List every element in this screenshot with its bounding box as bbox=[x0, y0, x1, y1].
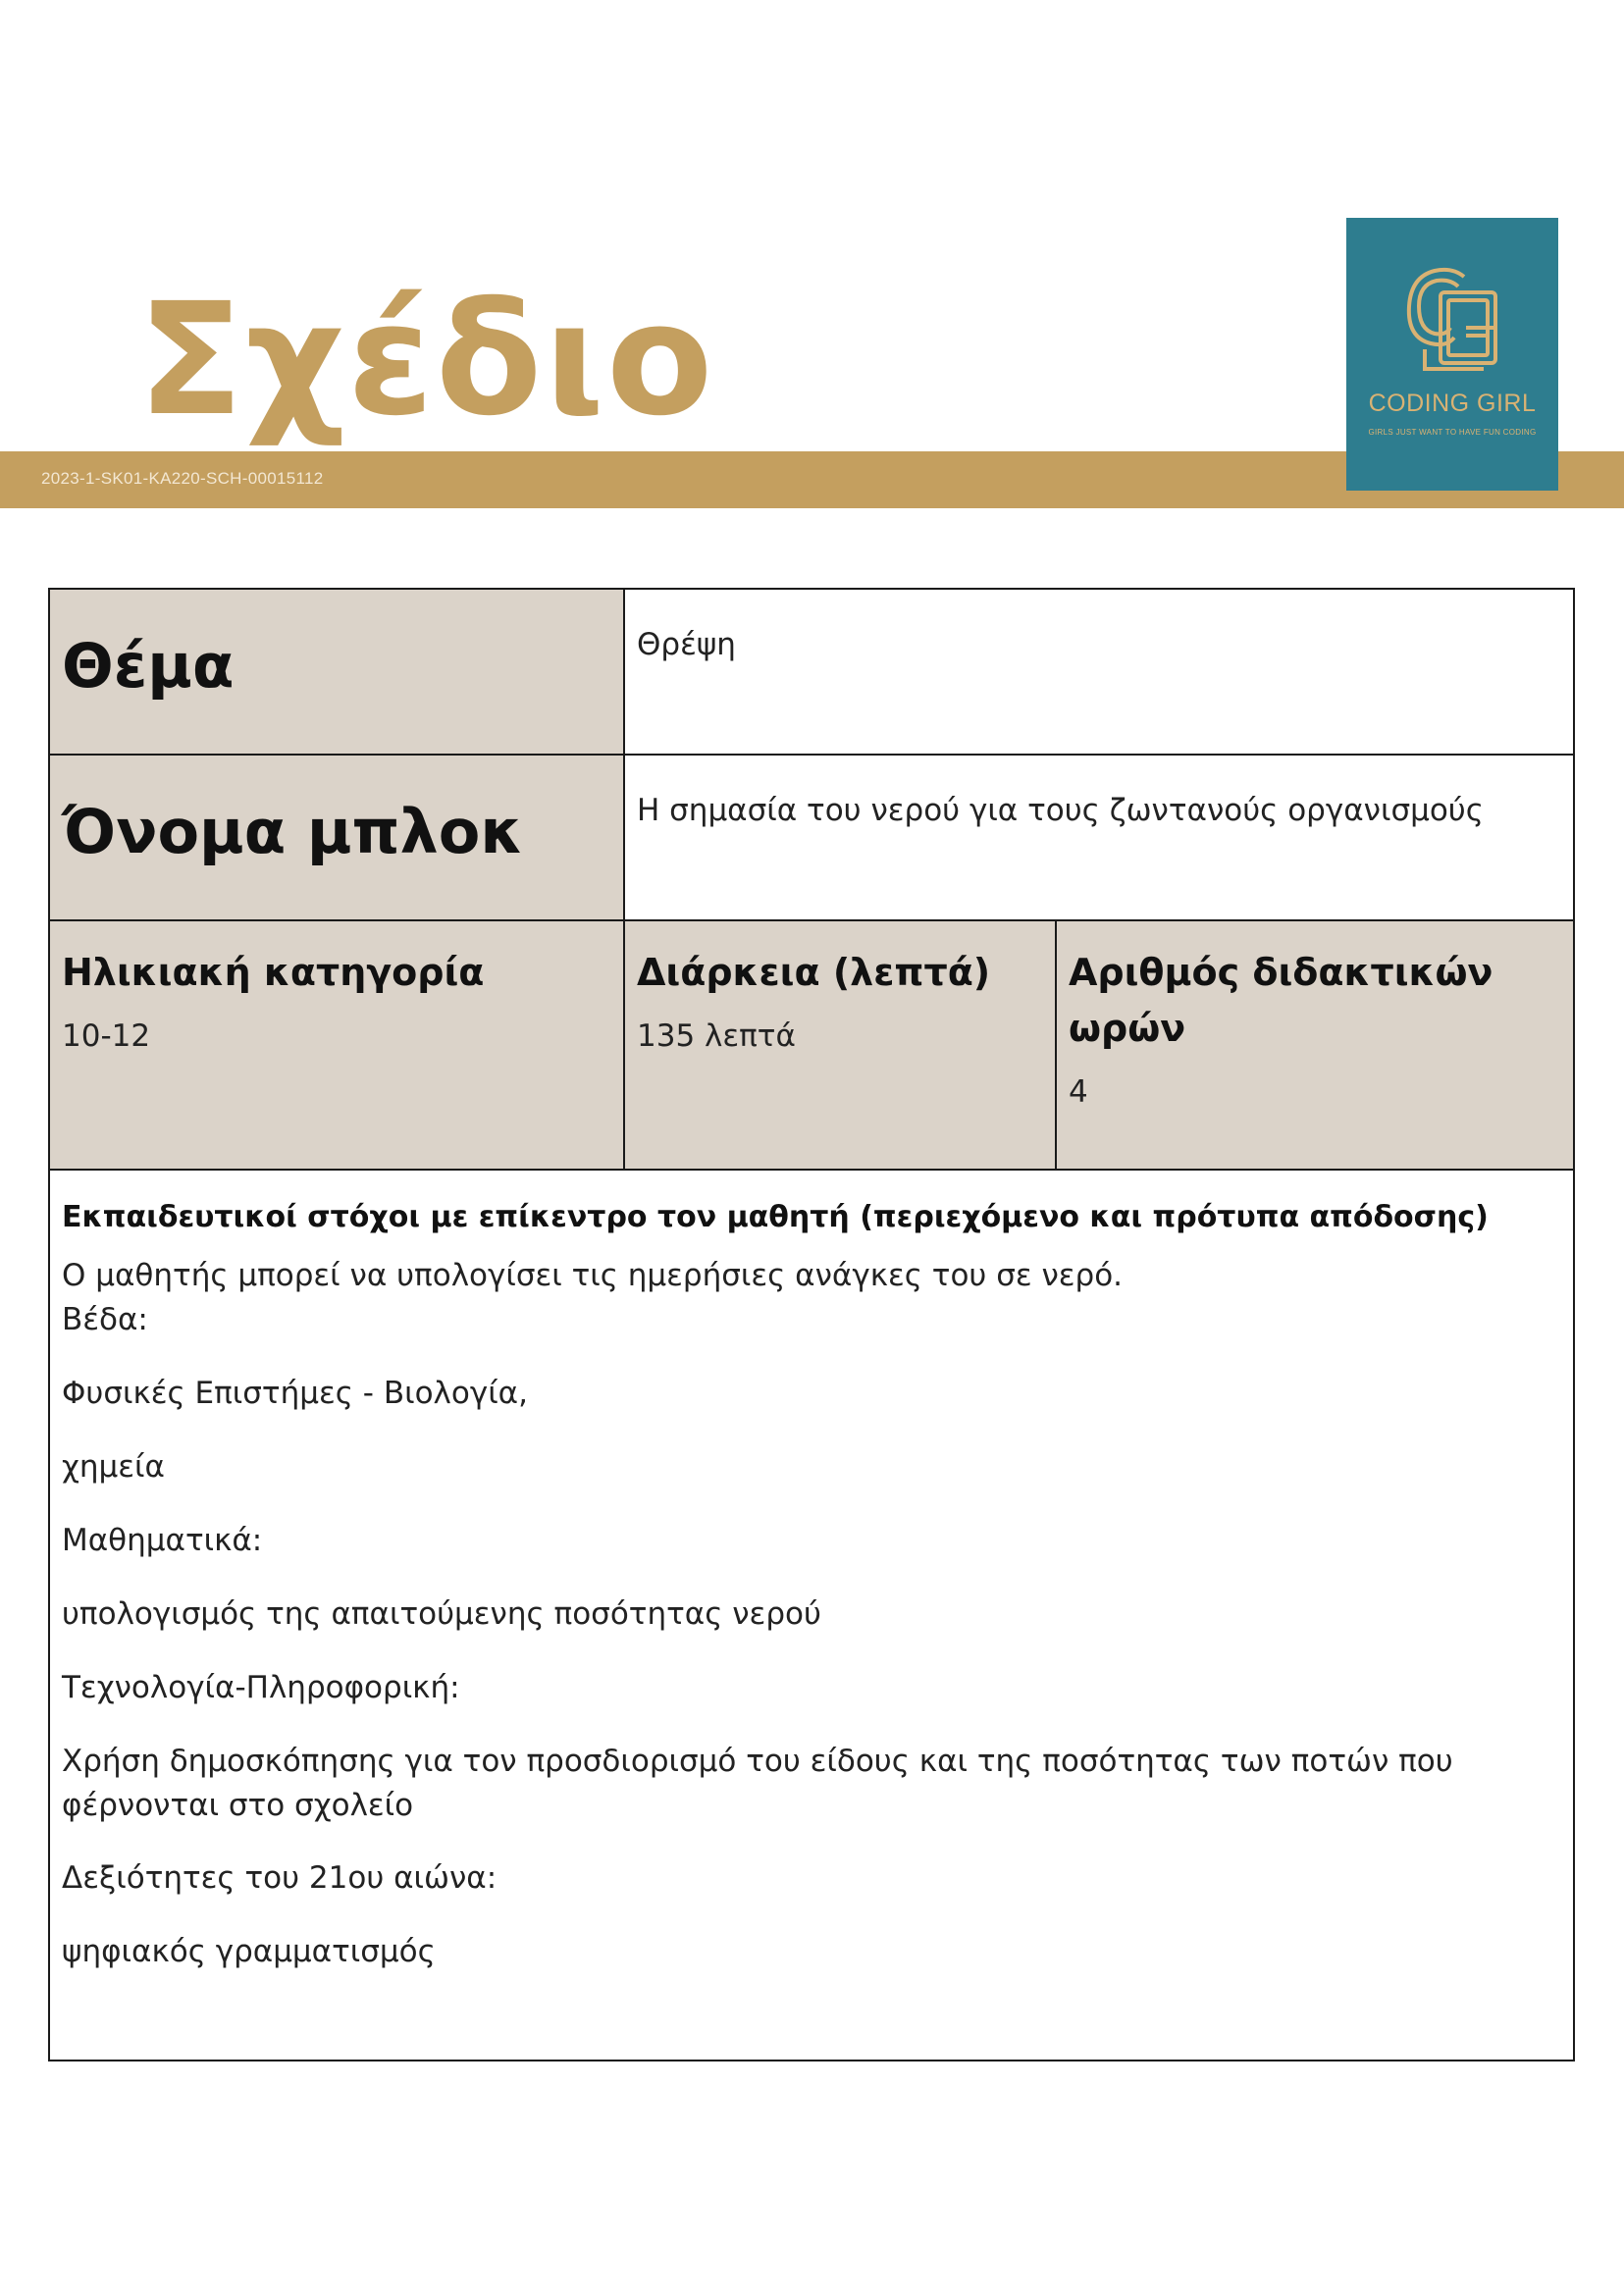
objective-line: Δεξιότητες του 21ου αιώνα: bbox=[62, 1860, 498, 1897]
duration-cell bbox=[625, 921, 1057, 1169]
project-code: 2023-1-SK01-KA220-SCH-00015112 bbox=[41, 469, 324, 488]
objective-line: ψηφιακός γραμματισμός bbox=[62, 1934, 436, 1970]
title-wrapper bbox=[128, 265, 716, 451]
topic-value: Θρέψη bbox=[637, 627, 736, 662]
block-value: Η σημασία του νερού για τους ζωντανούς οργανισμούς bbox=[637, 793, 1484, 828]
duration-value: 135 λεπτά bbox=[637, 1018, 796, 1054]
objective-line: υπολογισμός της απαιτούμενης ποσότητας νερού bbox=[62, 1595, 821, 1632]
objective-line: Φυσικές Επιστήμες - Βιολογία, bbox=[62, 1375, 528, 1411]
objective-line: Μαθηματικά: bbox=[62, 1522, 263, 1558]
details-row bbox=[50, 921, 1573, 1171]
block-row bbox=[50, 756, 1573, 921]
objective-line: Τεχνολογία-Πληροφορική: bbox=[62, 1669, 460, 1705]
block-label-cell bbox=[50, 756, 625, 919]
objectives-cell bbox=[50, 1171, 1573, 2060]
objective-line: Ο μαθητής μπορεί να υπολογίσει τις ημερήσιες ανάγκες του σε νερό. bbox=[62, 1258, 1124, 1293]
objectives-heading: Εκπαιδευτικοί στόχοι με επίκεντρο τον μαθητή (περιεχόμενο και πρότυπα απόδοσης) bbox=[62, 1200, 1489, 1234]
hours-label: Αριθμός διδακτικών ωρών bbox=[1069, 951, 1493, 1050]
hours-cell bbox=[1057, 921, 1573, 1169]
objective-line: Χρήση δημοσκόπησης για τον προσδιορισμό του είδους και της ποσότητας των ποτών που φέρνονται στο σχολείο bbox=[62, 1743, 1453, 1823]
hours-value: 4 bbox=[1069, 1074, 1088, 1110]
logo-name: CODING GIRL bbox=[1368, 390, 1537, 417]
topic-label-cell bbox=[50, 590, 625, 754]
objective-line: χημεία bbox=[62, 1448, 165, 1485]
coding-girl-logo bbox=[1346, 218, 1558, 491]
lesson-plan-table bbox=[48, 588, 1575, 2061]
topic-row bbox=[50, 590, 1573, 756]
objective-line: Βέδα: bbox=[62, 1301, 148, 1337]
page-header bbox=[0, 0, 1624, 530]
duration-label: Διάρκεια (λεπτά) bbox=[637, 951, 991, 994]
block-label: Όνομα μπλοκ bbox=[62, 796, 524, 867]
age-cell bbox=[50, 921, 625, 1169]
topic-label: Θέμα bbox=[62, 630, 235, 702]
page-title: Σχέδιο bbox=[137, 270, 715, 450]
age-value: 10-12 bbox=[62, 1018, 151, 1054]
objectives-row bbox=[50, 1171, 1573, 2060]
age-label: Ηλικιακή κατηγορία bbox=[62, 951, 485, 994]
cg-monogram-icon bbox=[1395, 263, 1509, 381]
logo-tagline: GIRLS JUST WANT TO HAVE FUN CODING bbox=[1368, 428, 1537, 437]
